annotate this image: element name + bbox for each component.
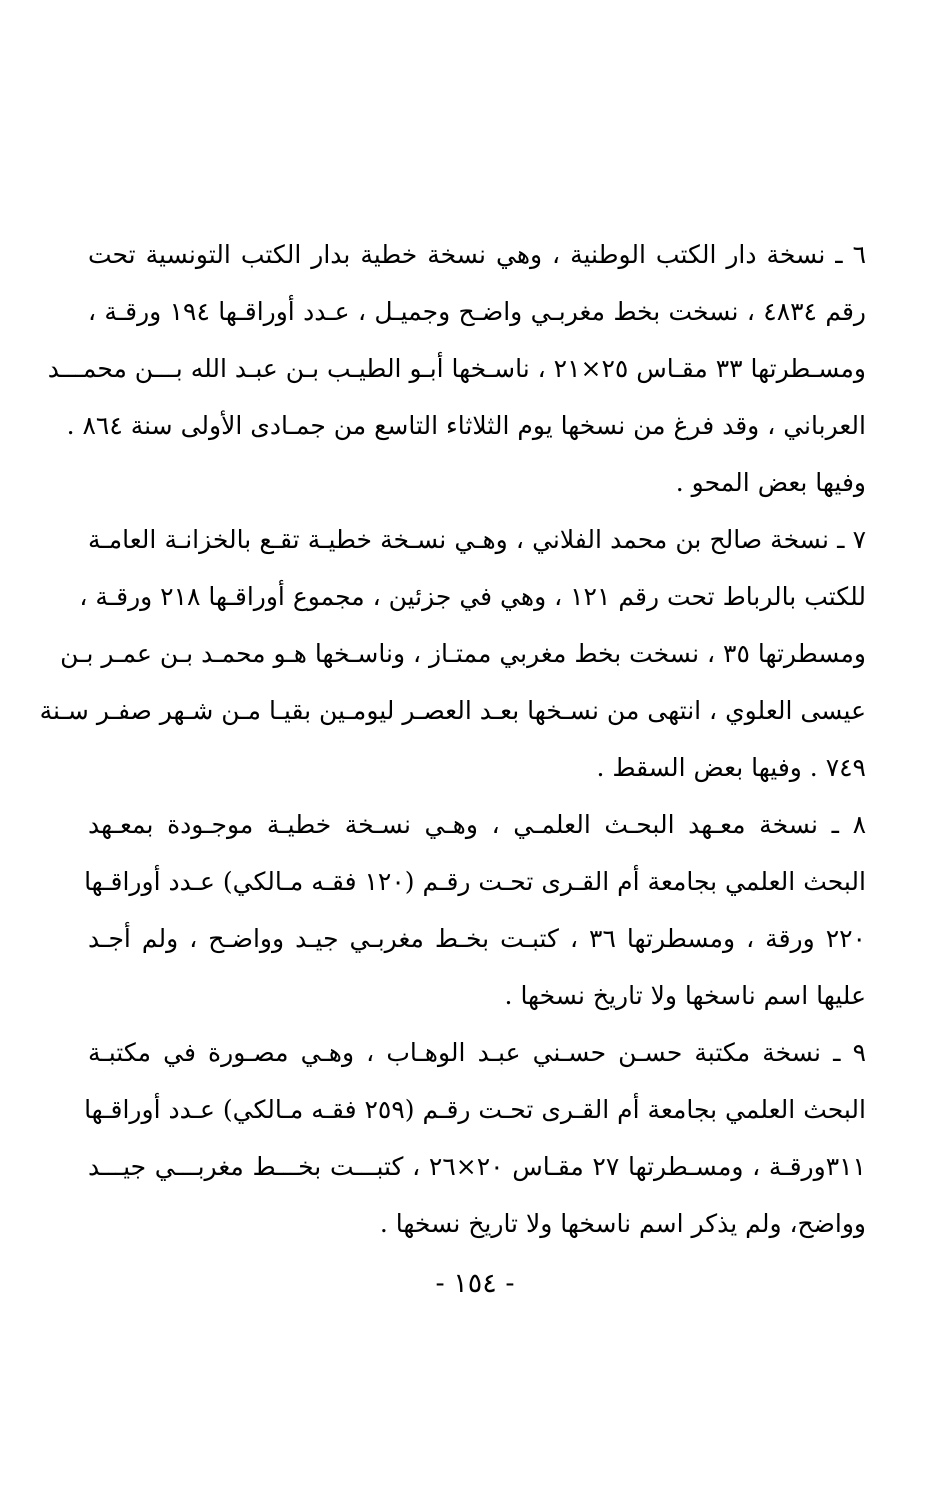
text-line: العرباني ، وقد فرغ من نسخها يوم الثلاثاء التاسع من جمـادى الأولى سنة ٨٦٤ . <box>66 411 866 440</box>
text-line: ٦ ـ نسخة دار الكتب الوطنية ، وهي نسخة خطية بدار الكتب التونسية تحت <box>88 240 866 269</box>
manuscript-descriptions <box>39 226 867 1252</box>
paragraph-manuscript-8 <box>84 796 866 1024</box>
text-line: البحث العلمي بجامعة أم القـرى تحـت رقـم (١٢٠ فقـه مـالكي) عـدد أوراقـها <box>84 867 866 896</box>
text-line: ٧ ـ نسخة صالح بن محمد الفلاني ، وهـي نسـخة خطيـة تقـع بالخزانـة العامـة <box>88 525 866 554</box>
text-line: ٣١١ورقـة ، ومسـطرتها ٢٧ مقـاس ٢٠×٢٦ ، كتبـــت بخـــط مغربـــي جيـــد <box>88 1152 866 1181</box>
text-line: رقم ٤٨٣٤ ، نسخت بخط مغربـي واضـح وجميـل ، عـدد أوراقـها ١٩٤ ورقـة ، <box>88 297 867 326</box>
text-line: ٢٢٠ ورقة ، ومسطرتها ٣٦ ، كتبـت بخـط مغربـي جيـد وواضـح ، ولم أجـد <box>88 924 866 953</box>
text-line: ومسطرتها ٣٥ ، نسخت بخط مغربي ممتـاز ، وناسـخها هـو محمـد بـن عمـر بـن <box>60 639 866 668</box>
text-line: وفيها بعض المحو . <box>675 468 866 497</box>
text-line: للكتب بالرباط تحت رقم ١٢١ ، وهي في جزئين ، مجموع أوراقـها ٢١٨ ورقـة ، <box>79 582 866 611</box>
page-number: - ١٥٤ - <box>435 1268 515 1299</box>
text-line: ٩ ـ نسخة مكتبة حسـن حسـني عبـد الوهـاب ، وهـي مصـورة في مكتبـة <box>88 1038 866 1067</box>
paragraph-manuscript-6 <box>47 226 867 511</box>
text-line: ٨ ـ نسخة معـهد البحـث العلمـي ، وهـي نسـخة خطيـة موجـودة بمعـهد <box>88 810 866 839</box>
text-line: ومسـطرتها ٣٣ مقـاس ٢٥×٢١ ، ناسـخها أبـو الطيـب بـن عبـد الله بـــن محمـــد <box>47 354 866 383</box>
text-line: عيسى العلوي ، انتهى من نسـخها بعـد العصـر ليومـين بقيـا مـن شـهر صفـر سـنة <box>39 696 866 725</box>
text-line: البحث العلمي بجامعة أم القـرى تحـت رقـم (٢٥٩ فقـه مـالكي) عـدد أوراقـها <box>84 1095 866 1124</box>
text-line: ٧٤٩ . وفيها بعض السقط . <box>596 753 866 782</box>
paragraph-manuscript-7 <box>39 511 866 796</box>
paragraph-manuscript-9 <box>84 1024 866 1252</box>
text-line: عليها اسم ناسخها ولا تاريخ نسخها . <box>504 981 866 1010</box>
text-line: وواضح، ولم يذكر اسم ناسخها ولا تاريخ نسخها . <box>379 1209 866 1238</box>
